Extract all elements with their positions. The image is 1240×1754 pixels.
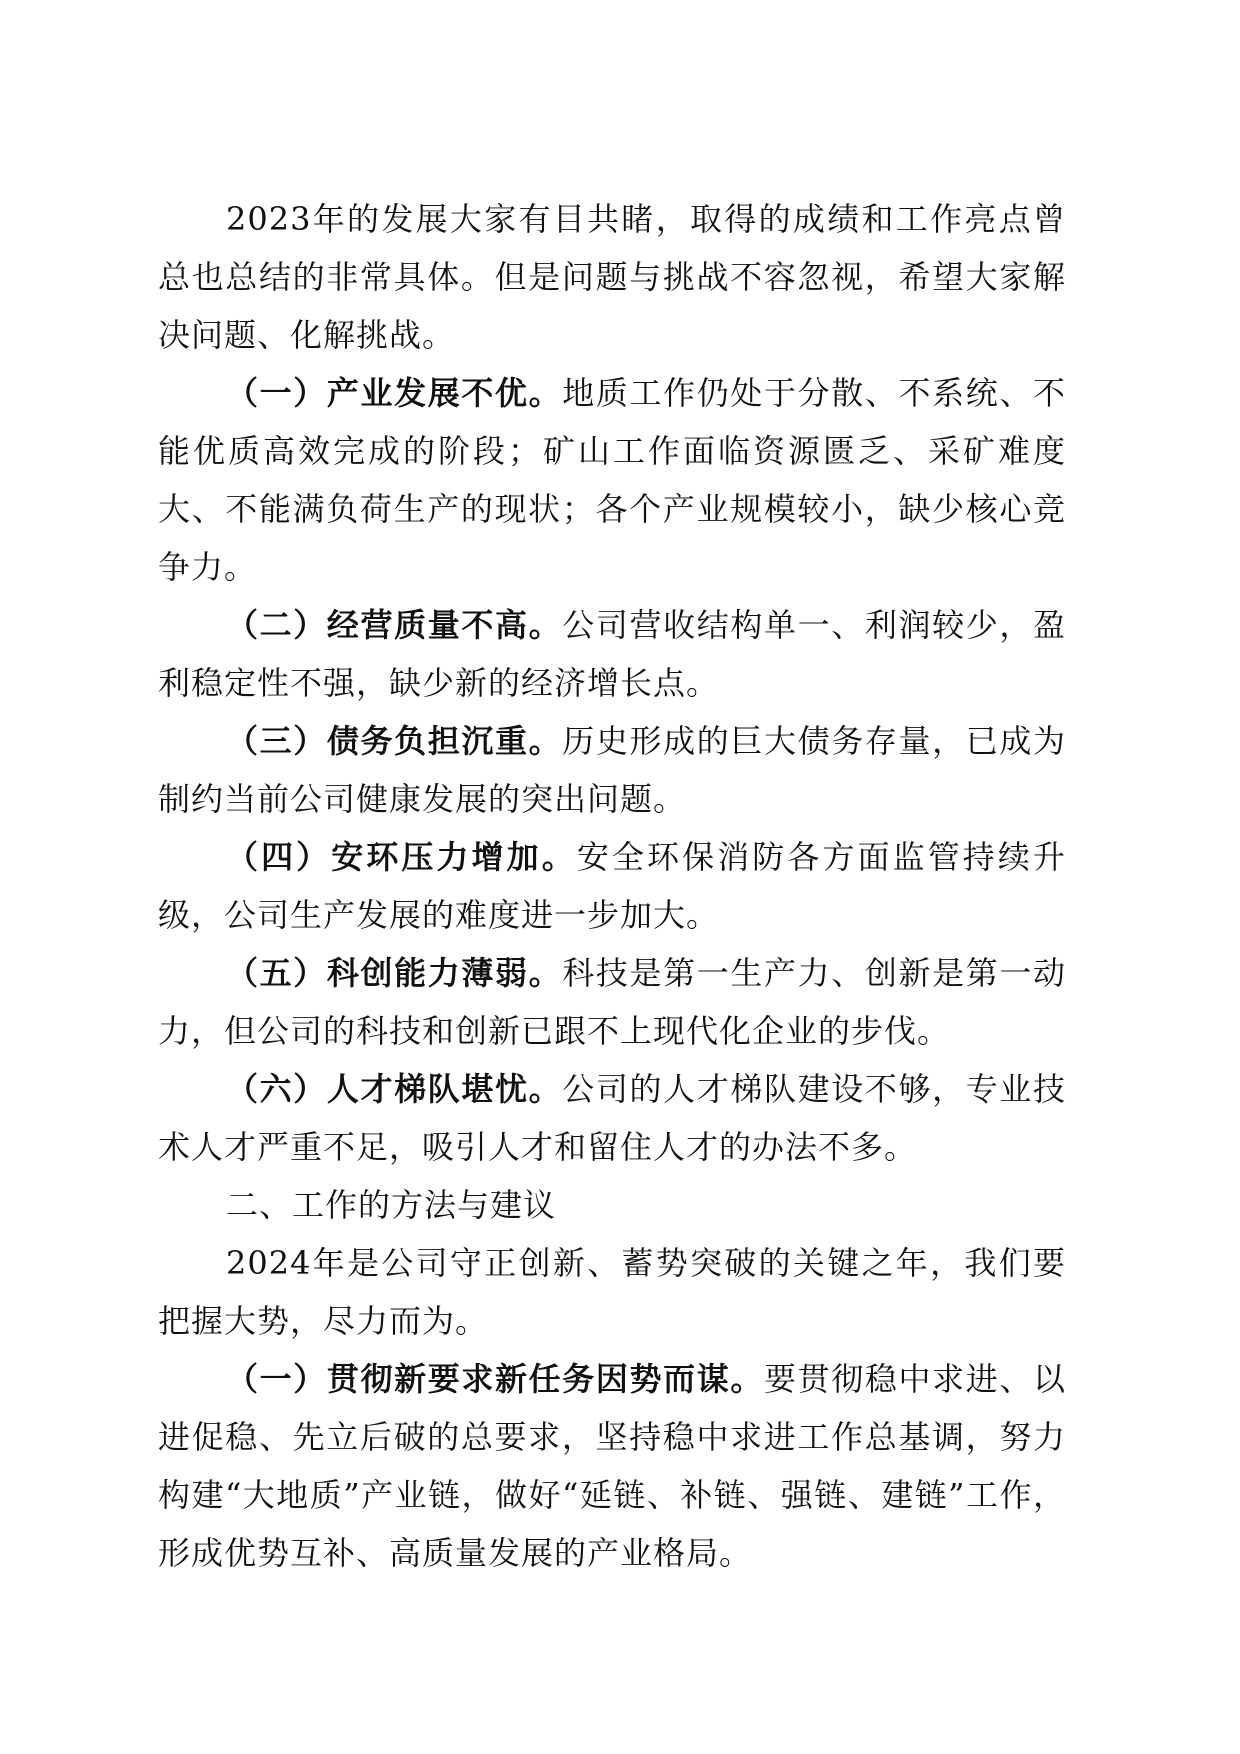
problem-text-4: 安全环保消防各方面监管持续升级，公司生产发展的难度进一步加大。 [158, 838, 1066, 934]
method-paragraph-1 [158, 1350, 1066, 1582]
problem-text-2: 公司营收结构单一、利润较少，盈利稳定性不强，缺少新的经济增长点。 [158, 606, 1066, 702]
problem-paragraph-5 [158, 944, 1066, 1060]
problem-heading-1: （一）产业发展不优。 [226, 374, 563, 412]
intro-text: 2023年的发展大家有目共睹，取得的成绩和工作亮点曾总也总结的非常具体。但是问题与挑战不容忽视，希望大家解决问题、化解挑战。 [158, 200, 1066, 354]
problem-heading-6: （六）人才梯队堪忧。 [226, 1070, 563, 1108]
problem-paragraph-4 [158, 828, 1066, 944]
section-2-intro-paragraph [158, 1234, 1066, 1350]
problem-heading-4: （四）安环压力增加。 [226, 838, 577, 876]
document-page [158, 190, 1066, 1582]
problem-paragraph-2 [158, 596, 1066, 712]
section-2-intro-text: 2024年是公司守正创新、蓄势突破的关键之年，我们要把握大势，尽力而为。 [158, 1244, 1066, 1340]
problem-paragraph-3 [158, 712, 1066, 828]
problem-paragraph-6 [158, 1060, 1066, 1176]
problem-heading-5: （五）科创能力薄弱。 [226, 954, 563, 992]
problem-heading-3: （三）债务负担沉重。 [226, 722, 563, 760]
section-2-heading: 二、工作的方法与建议 [226, 1186, 557, 1224]
method-heading-1: （一）贯彻新要求新任务因势而谋。 [226, 1360, 764, 1398]
method-text-1: 要贯彻稳中求进、以进促稳、先立后破的总要求，坚持稳中求进工作总基调，努力构建“大地质”产业链，做好“延链、补链、强链、建链”工作，形成优势互补、高质量发展的产业格局。 [158, 1360, 1066, 1572]
problem-text-3: 历史形成的巨大债务存量，已成为制约当前公司健康发展的突出问题。 [158, 722, 1066, 818]
problem-text-6: 公司的人才梯队建设不够，专业技术人才严重不足，吸引人才和留住人才的办法不多。 [158, 1070, 1066, 1166]
problem-paragraph-1 [158, 364, 1066, 596]
problem-text-1: 地质工作仍处于分散、不系统、不能优质高效完成的阶段；矿山工作面临资源匮乏、采矿难度大、不能满负荷生产的现状；各个产业规模较小，缺少核心竞争力。 [158, 374, 1066, 586]
intro-paragraph [158, 190, 1066, 364]
problem-heading-2: （二）经营质量不高。 [226, 606, 563, 644]
problem-text-5: 科技是第一生产力、创新是第一动力，但公司的科技和创新已跟不上现代化企业的步伐。 [158, 954, 1066, 1050]
